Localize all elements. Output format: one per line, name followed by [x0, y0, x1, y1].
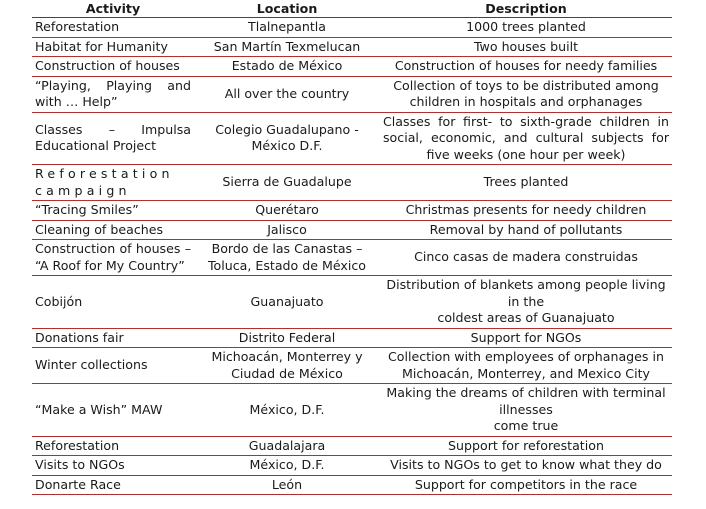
- location-cell: México, D.F.: [194, 456, 380, 476]
- table-row: [32, 165, 672, 201]
- activity-cell: Habitat for Humanity: [32, 37, 194, 57]
- location-cell: Bordo de las Canastas – Toluca, Estado de México: [194, 240, 380, 276]
- activity-cell: Construction of houses: [32, 57, 194, 77]
- activity-cell: “Make a Wish” MAW: [32, 384, 194, 437]
- table-row: [32, 384, 672, 437]
- activities-table-container: [32, 0, 672, 495]
- location-cell: Guadalajara: [194, 436, 380, 456]
- activity-cell: Reforestation: [32, 436, 194, 456]
- activity-cell: Classes – Impulsa Educational Project: [32, 112, 194, 165]
- description-cell: Support for competitors in the race: [380, 475, 672, 495]
- table-row: [32, 112, 672, 165]
- location-cell: San Martín Texmelucan: [194, 37, 380, 57]
- activity-cell: Winter collections: [32, 348, 194, 384]
- location-cell: Colegio Guadalupano - México D.F.: [194, 112, 380, 165]
- table-row: [32, 240, 672, 276]
- description-cell: [380, 276, 672, 329]
- table-header: [32, 0, 672, 18]
- description-cell: Cinco casas de madera construidas: [380, 240, 672, 276]
- table-row: [32, 201, 672, 221]
- description-cell: Christmas presents for needy children: [380, 201, 672, 221]
- location-cell: Sierra de Guadalupe: [194, 165, 380, 201]
- location-cell: Michoacán, Monterrey y Ciudad de México: [194, 348, 380, 384]
- location-cell: Distrito Federal: [194, 328, 380, 348]
- description-cell: [380, 384, 672, 437]
- table-row: [32, 348, 672, 384]
- table-row: [32, 18, 672, 38]
- table-row: [32, 328, 672, 348]
- description-cell: Visits to NGOs to get to know what they do: [380, 456, 672, 476]
- location-cell: Guanajuato: [194, 276, 380, 329]
- table-row: [32, 276, 672, 329]
- activity-cell: Donations fair: [32, 328, 194, 348]
- activity-cell: Visits to NGOs: [32, 456, 194, 476]
- activity-cell: Construction of houses – “A Roof for My Country”: [32, 240, 194, 276]
- activity-cell: Reforestation campaign: [32, 165, 194, 201]
- location-cell: México, D.F.: [194, 384, 380, 437]
- header-description: Description: [380, 0, 672, 18]
- description-line: coldest areas of Guanajuato: [437, 310, 615, 325]
- header-activity: Activity: [32, 0, 194, 18]
- activity-cell: “Tracing Smiles”: [32, 201, 194, 221]
- table-row: [32, 76, 672, 112]
- activity-cell: “Playing, Playing and with … Help”: [32, 76, 194, 112]
- location-cell: Tlalnepantla: [194, 18, 380, 38]
- description-cell: Two houses built: [380, 37, 672, 57]
- location-cell: Estado de México: [194, 57, 380, 77]
- location-cell: All over the country: [194, 76, 380, 112]
- description-cell: Support for reforestation: [380, 436, 672, 456]
- activity-cell: Reforestation: [32, 18, 194, 38]
- description-cell: 1000 trees planted: [380, 18, 672, 38]
- description-cell: Collection of toys to be distributed among children in hospitals and orphanages: [380, 76, 672, 112]
- header-location: Location: [194, 0, 380, 18]
- table-row: [32, 220, 672, 240]
- description-cell: Support for NGOs: [380, 328, 672, 348]
- table-row: [32, 37, 672, 57]
- description-cell: Removal by hand of pollutants: [380, 220, 672, 240]
- table-row: [32, 57, 672, 77]
- description-cell: Collection with employees of orphanages in Michoacán, Monterrey, and Mexico City: [380, 348, 672, 384]
- table-row: [32, 475, 672, 495]
- description-cell: Trees planted: [380, 165, 672, 201]
- location-cell: Querétaro: [194, 201, 380, 221]
- header-row: [32, 0, 672, 18]
- activity-cell: Cobijón: [32, 276, 194, 329]
- table-body: [32, 18, 672, 495]
- table-row: [32, 436, 672, 456]
- description-cell: Construction of houses for needy families: [380, 57, 672, 77]
- location-cell: Jalisco: [194, 220, 380, 240]
- location-cell: León: [194, 475, 380, 495]
- table-row: [32, 456, 672, 476]
- description-line: Distribution of blankets among people living in the: [386, 277, 666, 309]
- description-line: Making the dreams of children with terminal illnesses: [386, 385, 666, 417]
- activity-cell: Donarte Race: [32, 475, 194, 495]
- activity-cell: Cleaning of beaches: [32, 220, 194, 240]
- activities-table: [32, 0, 672, 495]
- description-line: come true: [493, 418, 559, 433]
- description-cell: Classes for first- to sixth-grade children in social, economic, and cultural subjects for five weeks (one hour per week): [380, 112, 672, 165]
